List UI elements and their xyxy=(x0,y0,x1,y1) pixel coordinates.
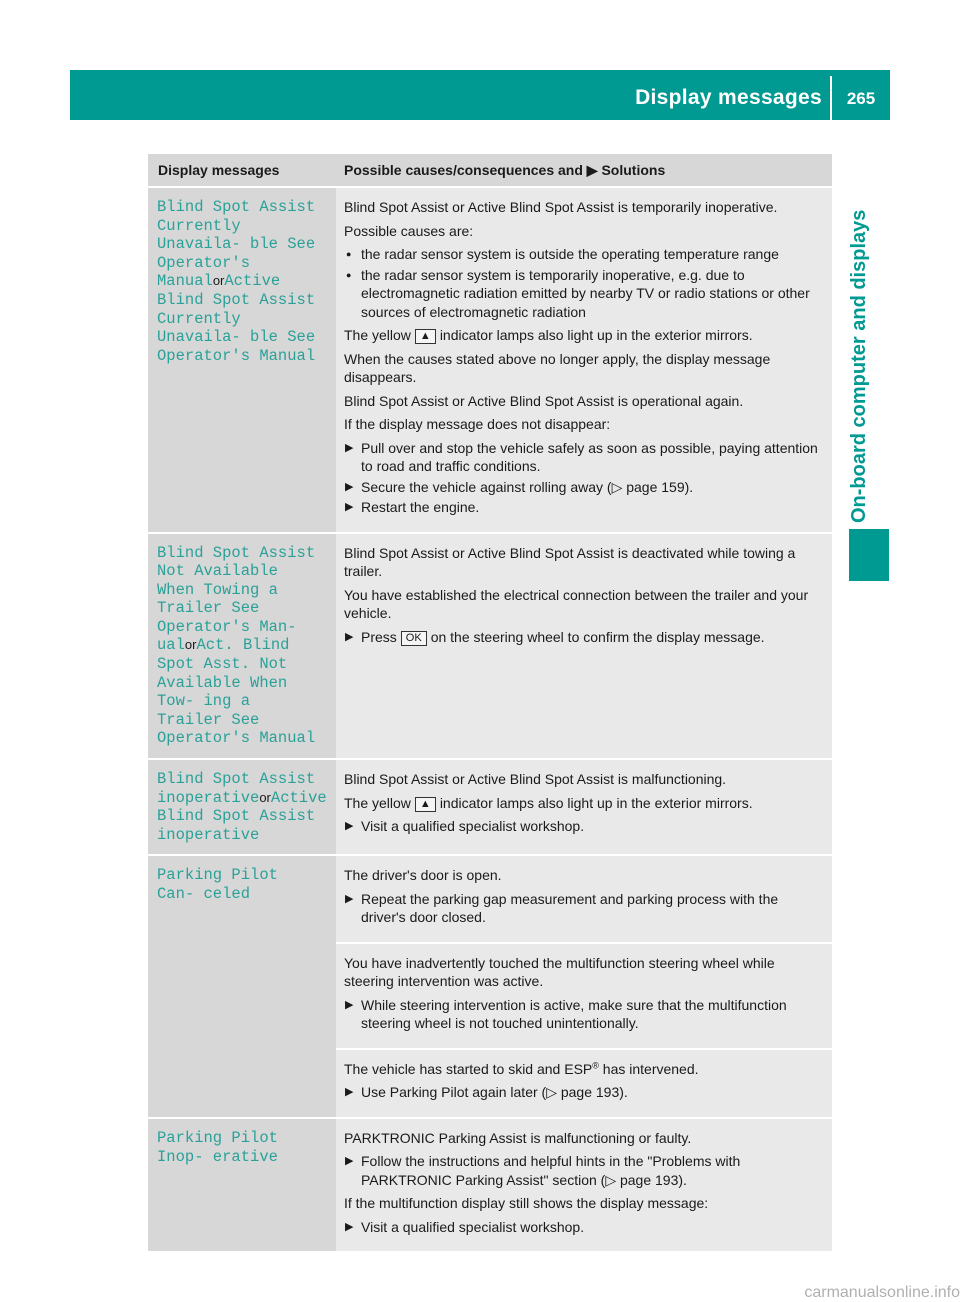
chapter-tab-label: On-board computer and displays xyxy=(848,209,870,523)
action-step: ▶ Secure the vehicle against rolling away (▷ page 159). xyxy=(344,478,826,497)
warning-triangle-icon: ▲ xyxy=(415,797,436,812)
table-header xyxy=(148,154,832,186)
solution-cell: Blind Spot Assist or Active Blind Spot Assist is malfunctioning. The yellow ▲ indicator lamps also light up in the exterior mirrors. ▶ Visit a qualified specialist workshop. xyxy=(336,760,832,854)
table-row xyxy=(148,1117,832,1252)
display-message-text: Blind Spot Assist inoperativeorActive Blind Spot Assist inoperative xyxy=(157,770,327,844)
display-message-cell xyxy=(148,534,336,759)
chapter-tab-marker xyxy=(849,529,889,581)
display-message-cell xyxy=(148,856,336,1117)
table-row xyxy=(148,532,832,759)
action-step: ▶ Visit a qualified specialist workshop. xyxy=(344,817,826,836)
action-step: ▶ Follow the instructions and helpful hints in the "Problems with PARKTRONIC Parking Assist" section (▷ page 193). xyxy=(344,1152,826,1189)
table-row xyxy=(148,186,832,532)
warning-triangle-icon: ▲ xyxy=(415,329,436,344)
action-step: ▶ Visit a qualified specialist workshop. xyxy=(344,1218,826,1237)
column-header-causes: Possible causes/consequences and ▶ Solutions xyxy=(344,162,666,178)
solution-cell: Blind Spot Assist or Active Blind Spot Assist is deactivated while towing a trailer. You have established the electrical connection between the trailer and your vehicle. ▶ Press OK on the steering wheel to confirm the display message. xyxy=(336,534,832,759)
display-message-text: Parking Pilot Can‐ celed xyxy=(157,866,278,903)
ok-button-icon: OK xyxy=(401,631,427,646)
header-divider xyxy=(830,76,832,120)
list-item: ● the radar sensor system is temporarily inoperative, e.g. due to electromagnetic radiation emitted by nearby TV or radio stations or other sources of electromagnetic radiation xyxy=(344,266,826,322)
action-step: ▶ Restart the engine. xyxy=(344,498,826,517)
action-arrow-icon: ▶ xyxy=(586,162,598,178)
action-step: ▶ Use Parking Pilot again later (▷ page 193). xyxy=(344,1083,826,1102)
cause-block: You have inadvertently touched the multifunction steering wheel while steering intervention was active. ▶ While steering intervention is active, make sure that the multifunction steering wheel is not touched unintentionally. xyxy=(336,942,832,1048)
action-step: ▶ While steering intervention is active, make sure that the multifunction steering wheel is not touched unintentionally. xyxy=(344,996,826,1033)
action-step: ▶ Repeat the parking gap measurement and parking process with the driver's door closed. xyxy=(344,890,826,927)
display-messages-table xyxy=(148,154,832,1251)
display-message-cell xyxy=(148,760,336,854)
page-header xyxy=(70,70,890,120)
action-step: ▶ Press OK on the steering wheel to confirm the display message. xyxy=(344,628,826,647)
table-row xyxy=(148,758,832,854)
display-message-cell xyxy=(148,188,336,532)
list-item: ● the radar sensor system is outside the operating temperature range xyxy=(344,245,826,264)
action-step: ▶ Pull over and stop the vehicle safely as soon as possible, paying attention to road and traffic conditions. xyxy=(344,439,826,476)
solution-cell: Blind Spot Assist or Active Blind Spot Assist is temporarily inoperative. Possible causes are: ● the radar sensor system is outside the operating temperature range ● the radar sensor system is temporarily inoperative, e.g. due to electromagnetic radiation emitted by nearby TV or radio stations or other sources of electromagnetic radiation The yellow ▲ indicator lamps also light up in the exterior mirrors. When the causes stated above no longer apply, the display message disappears. Blind Spot Assist or Active Blind Spot Assist is operational again. If the display message does not disappear: ▶ Pull over and stop the vehicle safely as soon as possible, paying attention to road and traffic conditions. ▶ Secure the vehicle against rolling away (▷ page 159). ▶ Restart the engine. xyxy=(336,188,832,532)
cause-block: The vehicle has started to skid and ESP® has intervened. ▶ Use Parking Pilot again later (▷ page 193). xyxy=(336,1048,832,1117)
page-number: 265 xyxy=(846,89,876,108)
table-row xyxy=(148,854,832,1117)
cause-block: The driver's door is open. ▶ Repeat the parking gap measurement and parking process with the driver's door closed. xyxy=(336,856,832,942)
display-message-text: Blind Spot Assist Currently Unavaila‐ ble See Operator's ManualorActive Blind Spot Assist Currently Unavaila‐ ble See Operator's Manual xyxy=(157,198,316,365)
solution-cell: PARKTRONIC Parking Assist is malfunctioning or faulty. ▶ Follow the instructions and helpful hints in the "Problems with PARKTRONIC Parking Assist" section (▷ page 193). If the multifunction display still shows the display message: ▶ Visit a qualified specialist workshop. xyxy=(336,1119,832,1252)
section-title: Display messages xyxy=(635,86,822,109)
display-message-cell xyxy=(148,1119,336,1252)
watermark-text: carmanualsonline.info xyxy=(804,1284,960,1301)
solution-cell xyxy=(336,856,832,1117)
column-header-messages: Display messages xyxy=(158,162,280,178)
display-message-text: Parking Pilot Inop‐ erative xyxy=(157,1128,278,1166)
display-message-text: Blind Spot Assist Not Available When Towing a Trailer See Operator's Man‐ ualorAct. Blind Spot Asst. Not Available When Tow‐ ing a Trailer See Operator's Manual xyxy=(157,543,316,748)
